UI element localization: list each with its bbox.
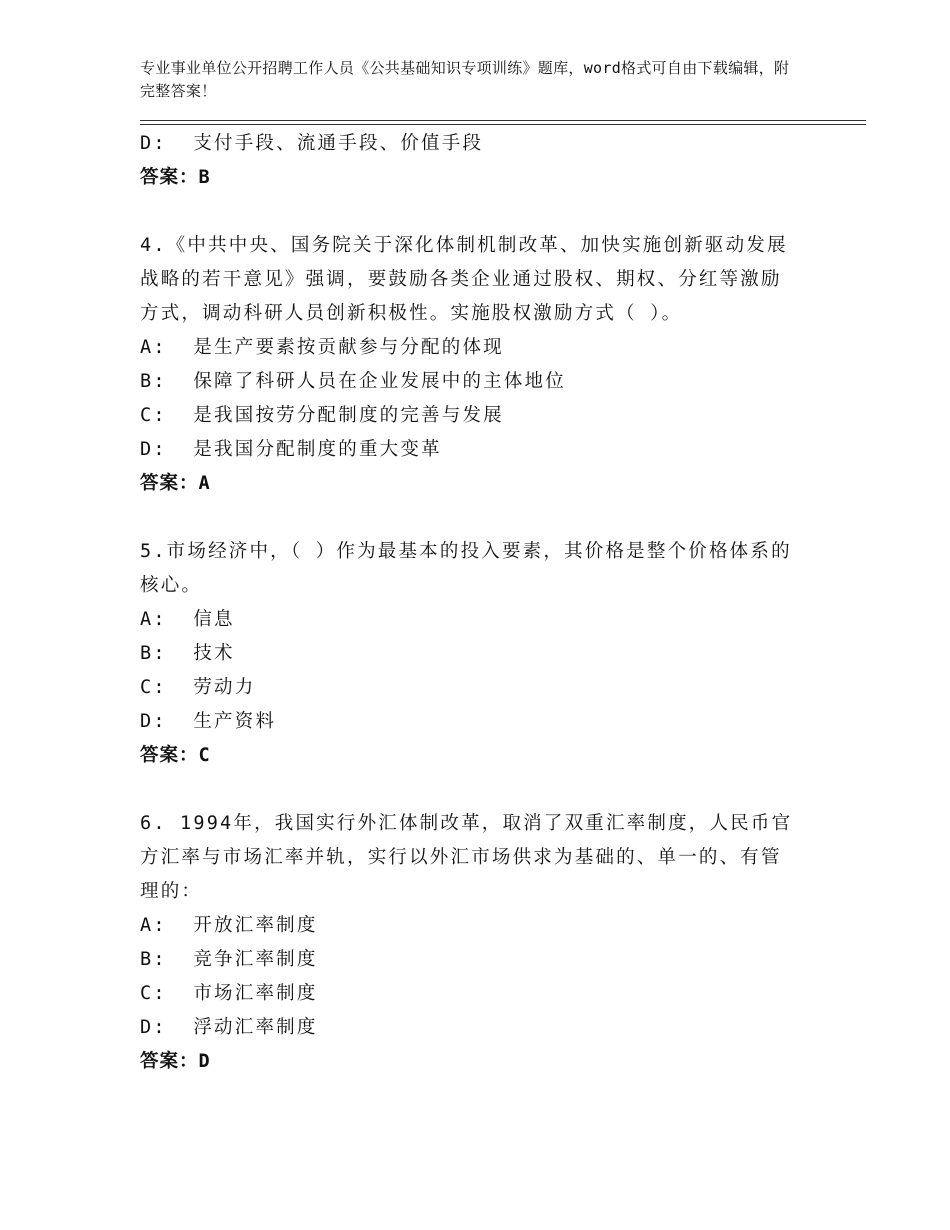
question-4 bbox=[140, 229, 800, 501]
question-stem: 5.市场经济中，（ ）作为最基本的投入要素，其价格是整个价格体系的核心。 bbox=[140, 541, 792, 596]
option-c: C: 市场汇率制度 bbox=[140, 983, 318, 1004]
option-a: A: 开放汇率制度 bbox=[140, 915, 318, 936]
question-content bbox=[140, 127, 800, 1079]
option-c: C: 劳动力 bbox=[140, 677, 256, 698]
header-divider-bottom bbox=[140, 124, 866, 125]
question-stem: 4.《中共中央、国务院关于深化体制机制改革、加快实施创新驱动发展战略的若干意见》强调，要鼓励各类企业通过股权、期权、分红等激励方式，调动科研人员创新积极性。实施股权激励方式（ ）。 bbox=[140, 235, 788, 324]
answer-line: 答案：C bbox=[140, 745, 211, 766]
question-6 bbox=[140, 807, 800, 1079]
option-d: D: 支付手段、流通手段、价值手段 bbox=[140, 133, 484, 154]
header-divider-top bbox=[140, 120, 866, 121]
option-b: B: 保障了科研人员在企业发展中的主体地位 bbox=[140, 371, 566, 392]
answer-line: 答案：A bbox=[140, 473, 211, 494]
previous-question-tail bbox=[140, 127, 800, 195]
option-b: B: 技术 bbox=[140, 643, 235, 664]
option-c: C: 是我国按劳分配制度的完善与发展 bbox=[140, 405, 504, 426]
option-b: B: 竞争汇率制度 bbox=[140, 949, 318, 970]
question-stem: 6. 1994年，我国实行外汇体制改革，取消了双重汇率制度，人民币官方汇率与市场汇率并轨，实行以外汇市场供求为基础的、单一的、有管理的： bbox=[140, 813, 793, 902]
option-d: D: 是我国分配制度的重大变革 bbox=[140, 439, 442, 460]
page-header: 专业事业单位公开招聘工作人员《公共基础知识专项训练》题库，word格式可自由下载编辑，附完整答案！ bbox=[140, 59, 790, 100]
option-a: A: 信息 bbox=[140, 609, 235, 630]
option-a: A: 是生产要素按贡献参与分配的体现 bbox=[140, 337, 504, 358]
answer-line: 答案：D bbox=[140, 1051, 211, 1072]
answer-line: 答案：B bbox=[140, 167, 211, 188]
option-d: D: 浮动汇率制度 bbox=[140, 1017, 318, 1038]
option-d: D: 生产资料 bbox=[140, 711, 277, 732]
question-5 bbox=[140, 535, 800, 773]
